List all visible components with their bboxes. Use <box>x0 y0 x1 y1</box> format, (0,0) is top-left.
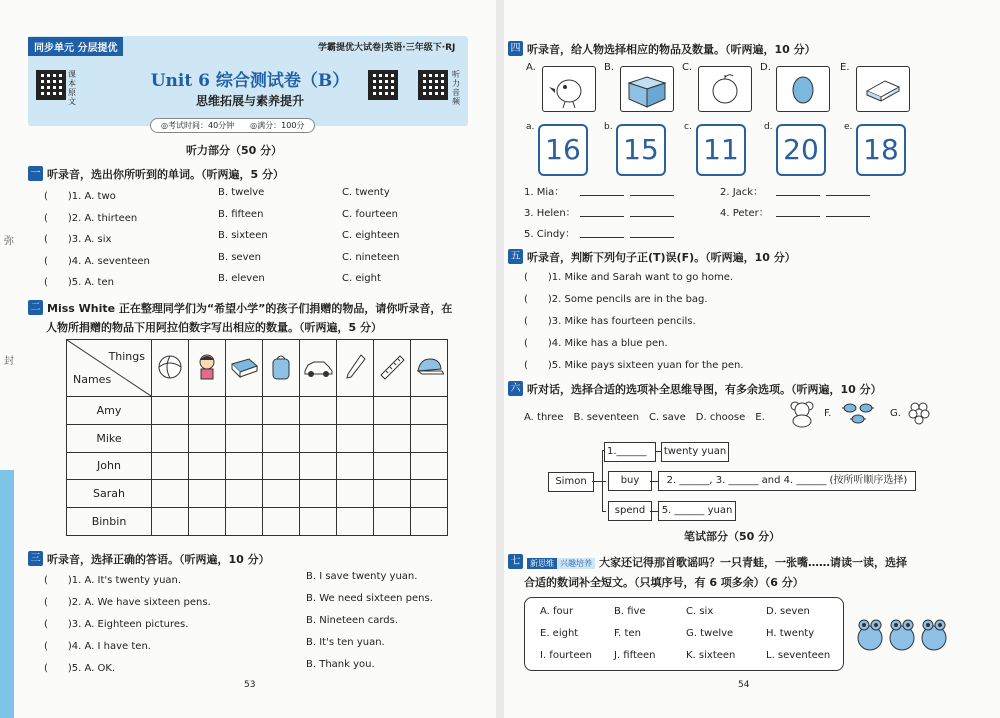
word-option: F. ten <box>614 628 641 639</box>
number-card: 18 <box>856 124 906 176</box>
answer-cell[interactable] <box>411 397 448 425</box>
table-row <box>67 397 448 425</box>
answer-cell[interactable] <box>189 508 226 536</box>
question-item[interactable]: ( )4. A. seventeen <box>44 255 150 267</box>
listening-heading: 听力部分（50 分） <box>186 144 283 157</box>
answer-cell[interactable] <box>226 397 263 425</box>
section-title-cont: 合适的数词补全短文。（只填序号，有 6 项多余）（6 分） <box>524 576 804 589</box>
answer-cell[interactable] <box>263 424 300 452</box>
option-c[interactable]: C. nineteen <box>342 251 400 263</box>
things-label: Things <box>108 350 145 363</box>
question-item[interactable]: ( )2. A. thirteen <box>44 212 138 224</box>
candy-icon <box>838 398 878 428</box>
table-row <box>67 424 448 452</box>
answer-cell[interactable] <box>263 452 300 480</box>
name-cell: Amy <box>67 397 152 425</box>
answer-cell[interactable] <box>374 452 411 480</box>
section-title: 听录音，判断下列句子正(T)误(F)。（听两遍，10 分） <box>527 251 796 264</box>
option-b[interactable]: B. eleven <box>218 273 265 284</box>
answer-cell[interactable] <box>337 508 374 536</box>
option-b[interactable]: B. Thank you. <box>306 659 375 670</box>
question-item[interactable]: ( )3. A. six <box>44 234 112 245</box>
mindmap-blank-1[interactable]: 1.______ <box>604 442 656 462</box>
section-title: 大家还记得那首歌谣吗？一只青蛙，一张嘴……请读一读，选择 <box>599 556 907 569</box>
person-label: 1. Mia： <box>524 187 565 198</box>
question-item[interactable]: ( )2. A. We have sixteen pens. <box>44 597 211 608</box>
statement-item[interactable]: ( )3. Mike has fourteen pencils. <box>524 316 696 327</box>
answer-cell[interactable] <box>226 452 263 480</box>
mindmap-root: Simon <box>548 472 594 492</box>
answer-cell[interactable] <box>300 424 337 452</box>
answer-blank[interactable] <box>630 195 674 196</box>
section-title: 听录音，选择正确的答语。（听两遍，10 分） <box>47 553 270 566</box>
word-option: B. five <box>614 606 646 617</box>
mindmap-blanks-2-4[interactable]: 2. ______, 3. ______ and 4. ______ (按所听顺序选择) <box>658 471 916 491</box>
option-b[interactable]: B. seven <box>218 251 261 263</box>
word-option: K. sixteen <box>686 650 736 661</box>
mindmap-buy: buy <box>608 471 652 491</box>
ball-icon <box>152 340 189 397</box>
section-title: 听录音，选出你所听到的单词。（听两遍，5 分） <box>47 168 284 181</box>
section-6-header <box>508 378 882 397</box>
question-item[interactable]: ( )5. A. OK. <box>44 663 116 674</box>
person-label: 4. Peter： <box>720 208 769 219</box>
word-option: A. four <box>540 606 574 617</box>
bag-icon <box>263 340 300 397</box>
page-subtitle: 思维拓展与素养提升 <box>195 94 304 108</box>
answer-cell[interactable] <box>226 480 263 508</box>
answer-cell[interactable] <box>189 397 226 425</box>
names-label: Names <box>73 373 112 386</box>
answer-cell[interactable] <box>411 508 448 536</box>
answer-cell[interactable] <box>374 480 411 508</box>
statement-item[interactable]: ( )2. Some pencils are in the bag. <box>524 294 708 305</box>
statement-item[interactable]: ( )1. Mike and Sarah want to go home. <box>524 272 734 283</box>
qr-label: 听力音频 <box>452 70 460 106</box>
person-label: 5. Cindy： <box>524 229 576 240</box>
name-cell: John <box>67 452 152 480</box>
person-label: 3. Helen： <box>524 208 576 219</box>
answer-blank[interactable] <box>630 216 674 217</box>
number-letter: e. <box>844 122 853 132</box>
option-b[interactable]: B. Nineteen cards. <box>306 615 399 626</box>
option-c[interactable]: C. eighteen <box>342 230 400 241</box>
book-icon <box>226 340 263 397</box>
answer-cell[interactable] <box>411 452 448 480</box>
bird-icon <box>542 66 596 112</box>
statement-item[interactable]: ( )5. Mike pays sixteen yuan for the pen. <box>524 360 744 371</box>
connector <box>602 511 606 512</box>
question-item[interactable]: ( )4. A. I have ten. <box>44 641 151 652</box>
answer-blank[interactable] <box>580 216 624 217</box>
connector <box>650 481 658 482</box>
table-corner <box>67 340 152 397</box>
qr-code <box>36 70 66 100</box>
box-icon <box>620 66 674 112</box>
question-item[interactable]: ( )5. A. ten <box>44 277 114 288</box>
ruler-icon <box>374 340 411 397</box>
edge-strip <box>0 470 14 718</box>
answer-cell[interactable] <box>189 452 226 480</box>
word-option: L. seventeen <box>766 650 831 661</box>
section-title-cont: 人物所捐赠的物品下用阿拉伯数字写出相应的数量。（听两遍，5 分） <box>46 321 382 334</box>
answer-cell[interactable] <box>337 452 374 480</box>
exam-info <box>150 118 315 133</box>
connector <box>650 511 658 512</box>
table-row <box>67 452 448 480</box>
answer-cell[interactable] <box>300 397 337 425</box>
answer-cell[interactable] <box>300 452 337 480</box>
answer-cell[interactable] <box>411 480 448 508</box>
answer-cell[interactable] <box>189 424 226 452</box>
section-4-header <box>508 38 816 57</box>
word-option: J. fifteen <box>614 650 656 661</box>
option-c[interactable]: C. fourteen <box>342 208 398 220</box>
answer-cell[interactable] <box>300 480 337 508</box>
number-card: 15 <box>616 124 666 176</box>
answer-blank[interactable] <box>826 195 870 196</box>
option-c[interactable]: C. eight <box>342 273 381 284</box>
answer-cell[interactable] <box>374 508 411 536</box>
section-5-header <box>508 246 796 265</box>
option-b[interactable]: B. sixteen <box>218 230 268 241</box>
grapes-icon <box>906 398 932 428</box>
binding-label: 弥 <box>4 236 14 247</box>
qr-code <box>418 70 448 100</box>
number-letter: c. <box>684 122 692 132</box>
name-cell: Binbin <box>67 508 152 536</box>
picture-letter: A. <box>526 62 536 73</box>
picture-letter: C. <box>682 62 693 73</box>
option-g-label: G. <box>890 408 901 419</box>
page-title: Unit 6 综合测试卷（B） <box>150 71 350 91</box>
exam-time: ◎考试时间：40分钟 <box>161 121 235 130</box>
car-icon <box>300 340 337 397</box>
section-tag: 同步单元 分层提优 <box>28 37 123 56</box>
option-b[interactable]: B. twelve <box>218 187 265 198</box>
cap-icon <box>411 340 448 397</box>
connector <box>602 481 606 482</box>
section-2-header <box>28 297 452 316</box>
section-number: 五 <box>508 249 523 264</box>
teddy-bear-icon <box>786 398 818 428</box>
answer-cell[interactable] <box>411 424 448 452</box>
option-f-label: F. <box>824 408 832 419</box>
section-title: 听对话，选择合适的选项补全思维导图，有多余选项。（听两遍，10 分） <box>527 383 882 396</box>
section-number: 六 <box>508 381 523 396</box>
table-row <box>67 480 448 508</box>
egg-icon <box>776 66 830 112</box>
answer-cell[interactable] <box>189 480 226 508</box>
answer-cell[interactable] <box>263 480 300 508</box>
section-number: 七 <box>508 554 523 569</box>
statement-item[interactable]: ( )4. Mike has a blue pen. <box>524 338 668 349</box>
answer-cell[interactable] <box>152 452 189 480</box>
name-cell: Sarah <box>67 480 152 508</box>
donation-table <box>66 339 448 536</box>
word-option: C. six <box>686 606 714 617</box>
section-number: 一 <box>28 166 43 181</box>
picture-letter: D. <box>760 62 771 73</box>
table-row <box>67 508 448 536</box>
option-c[interactable]: C. twenty <box>342 187 390 198</box>
connector <box>592 481 602 482</box>
mindmap-spend: spend <box>608 501 652 521</box>
mindmap-blank-5[interactable]: 5. ______ yuan <box>658 501 736 521</box>
badge-interest: 兴趣培养 <box>557 558 595 569</box>
picture-letter: E. <box>840 62 850 73</box>
section-title: Miss White 正在整理同学们为“希望小学”的孩子们捐赠的物品，请你听录音，在 <box>47 302 453 315</box>
name-cell: Mike <box>67 424 152 452</box>
section-7-header <box>508 551 907 570</box>
answer-blank[interactable] <box>776 195 820 196</box>
section-number: 二 <box>28 300 43 315</box>
answer-cell[interactable] <box>152 480 189 508</box>
answer-cell[interactable] <box>337 480 374 508</box>
qr-code <box>368 70 398 100</box>
answer-blank[interactable] <box>826 216 870 217</box>
answer-cell[interactable] <box>152 508 189 536</box>
left-page <box>0 0 496 718</box>
word-option: G. twelve <box>686 628 734 639</box>
number-letter: d. <box>764 122 773 132</box>
pencil-icon <box>337 340 374 397</box>
answer-cell[interactable] <box>226 508 263 536</box>
section-number: 三 <box>28 551 43 566</box>
number-letter: a. <box>526 122 535 132</box>
mindmap-twenty-yuan: twenty yuan <box>661 442 729 462</box>
word-option: E. eight <box>540 628 579 639</box>
number-letter: b. <box>604 122 613 132</box>
question-item[interactable]: ( )1. A. It's twenty yuan. <box>44 575 182 586</box>
page-number: 53 <box>244 680 256 690</box>
number-card: 20 <box>776 124 826 176</box>
word-option: I. fourteen <box>540 650 592 661</box>
option-b[interactable]: B. I save twenty yuan. <box>306 571 418 582</box>
option-b[interactable]: B. fifteen <box>218 208 264 220</box>
question-item[interactable]: ( )3. A. Eighteen pictures. <box>44 619 189 630</box>
answer-blank[interactable] <box>776 216 820 217</box>
doll-icon <box>189 340 226 397</box>
question-item[interactable]: ( )1. A. two <box>44 191 116 202</box>
frogs-icon <box>854 608 950 658</box>
section-number: 四 <box>508 41 523 56</box>
page-number: 54 <box>738 680 750 690</box>
person-label: 2. Jack： <box>720 187 764 198</box>
qr-label: 课本原文 <box>68 70 76 106</box>
option-b[interactable]: B. We need sixteen pens. <box>306 593 433 604</box>
mindmap-options: A. three B. seventeen C. save D. choose E. <box>524 412 765 423</box>
binding-label: 封 <box>4 356 14 367</box>
answer-cell[interactable] <box>300 508 337 536</box>
answer-cell[interactable] <box>374 424 411 452</box>
answer-cell[interactable] <box>263 508 300 536</box>
answer-cell[interactable] <box>152 397 189 425</box>
eraser-icon <box>856 66 910 112</box>
word-option: D. seven <box>766 606 810 617</box>
answer-blank[interactable] <box>630 237 674 238</box>
number-card: 16 <box>538 124 588 176</box>
word-option: H. twenty <box>766 628 815 639</box>
answer-cell[interactable] <box>337 397 374 425</box>
exam-score: ◎满分：100分 <box>250 121 305 130</box>
answer-cell[interactable] <box>226 424 263 452</box>
section-1-header <box>28 163 284 182</box>
answer-cell[interactable] <box>152 424 189 452</box>
orange-icon <box>698 66 752 112</box>
answer-blank[interactable] <box>580 237 624 238</box>
book-header: 学霸提优大试卷|英语·三年级下·RJ <box>318 43 456 53</box>
number-card: 11 <box>696 124 746 176</box>
section-title: 听录音，给人物选择相应的物品及数量。（听两遍，10 分） <box>527 43 816 56</box>
picture-letter: B. <box>604 62 615 73</box>
writing-heading: 笔试部分（50 分） <box>684 530 781 543</box>
badge-new-thinking: 新思维 <box>527 558 557 569</box>
answer-blank[interactable] <box>580 195 624 196</box>
answer-cell[interactable] <box>374 397 411 425</box>
answer-cell[interactable] <box>263 397 300 425</box>
right-page <box>504 0 1000 718</box>
section-3-header <box>28 548 270 567</box>
option-b[interactable]: B. It's ten yuan. <box>306 637 385 648</box>
answer-cell[interactable] <box>337 424 374 452</box>
